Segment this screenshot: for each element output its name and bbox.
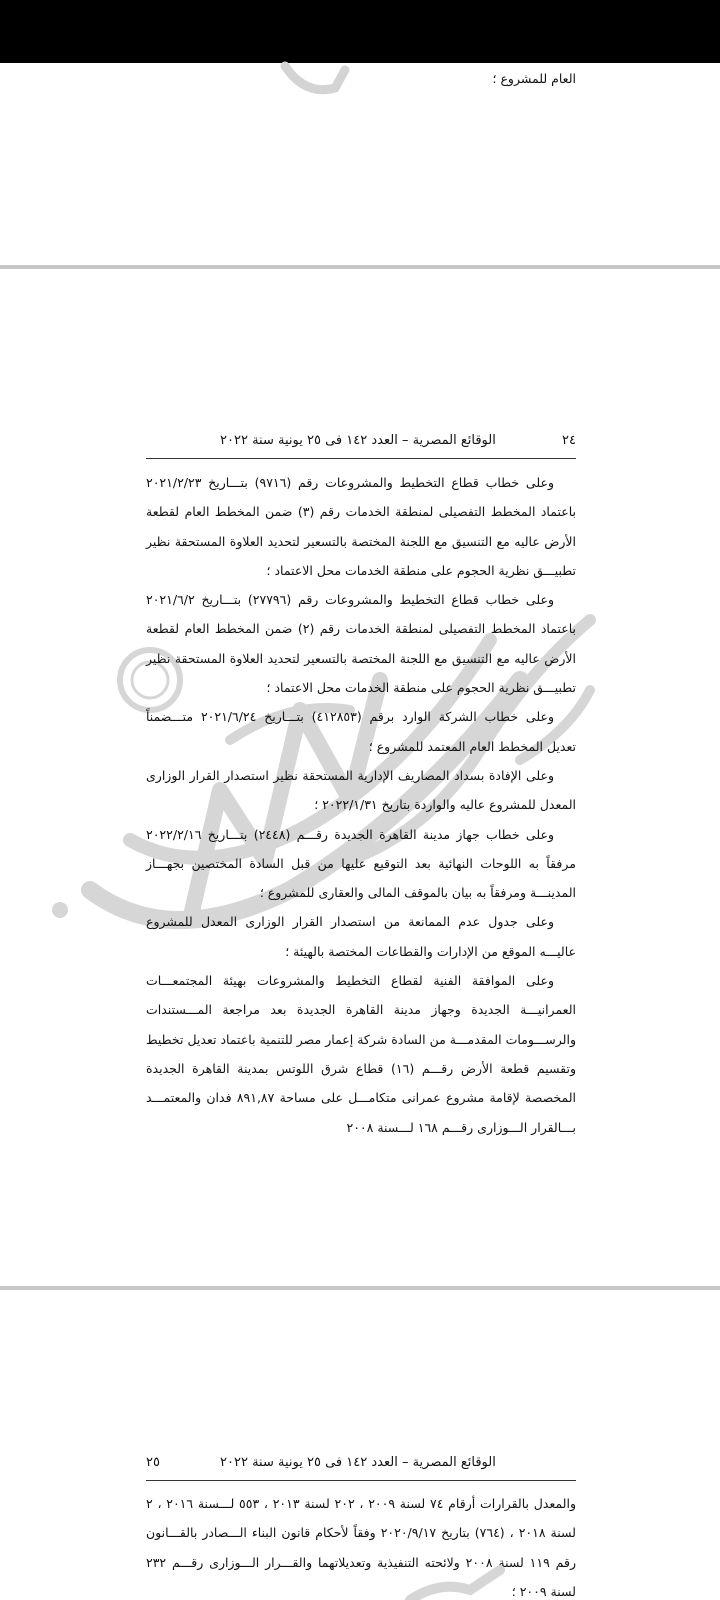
page-header (146, 430, 576, 459)
top-black-bar (0, 0, 720, 63)
page-25-body (146, 1489, 576, 1600)
page-24-body (146, 468, 576, 1142)
paragraph: والمعدل بالقرارات أرقام ٧٤ لسنة ٢٠٠٩ ، ٢٠٢ لسنة ٢٠١٣ ، ٥٥٣ لـــسنة ٢٠١٦ ، ٢ لسنة ٢٠١٨ ، (٧٦٤) بتاريخ ٢٠٢٠/٩/١٧ وفقاً لأحكام قانون البناء الـــصادر بالقـــانون رقم ١١٩ لسنة ٢٠٠٨ ولائحته التنفيذية وتعديلاتهما والقـــرار الـــوزارى رقـــم ٢٣٢ لسنة ٢٠٠٩ ؛ (146, 1496, 576, 1599)
paragraph: وعلى خطاب جهاز مدينة القاهرة الجديدة رقـــم (٢٤٤٨) بتـــاريخ ٢٠٢٢/٢/١٦ مرفقاً به اللوحات النهائية بعد التوقيع عليها من قبل السادة المختصين بجهـــاز المدينـــة ومرفقاً به بيان بالموقف المالى والعقارى للمشروع ؛ (146, 826, 576, 901)
page-header (146, 1452, 576, 1481)
paragraph: وعلى جدول عدم الممانعة من استصدار القرار الوزارى المعدل للمشروع عاليـــه الموقع من الإدارات والقطاعات المختصة بالهيئة ؛ (146, 914, 576, 959)
paragraph: وعلى الإفادة بسداد المصاريف الإدارية المستحقة نظير استصدار القرار الوزارى المعدل للمشروع عاليه والواردة بتاريخ ٢٠٢٢/١/٣١ ؛ (146, 767, 576, 813)
page-separator (0, 1286, 720, 1290)
paragraph: وعلى خطاب قطاع التخطيط والمشروعات رقم (٩٧١٦) بتـــاريخ ٢٠٢١/٢/٢٣ باعتماد المخطط التفصيلى لمنطقة الخدمات رقم (٣) ضمن المخطط العام لقطعة الأرض عاليه مع التنسيق مع اللجنة المختصة بالتسعير لتحديد العلاوة المستحقة نظير تطبيـــق نظرية الحجوم على منطقة الخدمات محل الاعتماد ؛ (146, 475, 576, 578)
paragraph: وعلى خطاب قطاع التخطيط والمشروعات رقم (٢٧٧٩٦) بتـــاريخ ٢٠٢١/٦/٢ باعتماد المخطط التفصيلى لمنطقة الخدمات رقم (٢) ضمن المخطط العام لقطعة الأرض عاليه مع التنسيق مع اللجنة المختصة بالتسعير لتحديد العلاوة المستحقة نظير تطبيـــق نظرية الحجوم على منطقة الخدمات محل الاعتماد ؛ (146, 592, 576, 696)
paragraph: وعلى الموافقة الفنية لقطاع التخطيط والمشروعات بهيئة المجتمعـــات العمرانيـــة الجديدة وجهاز مدينة القاهرة الجديدة بعد مراجعة المـــستندات والرســـومات المقدمـــة من السادة شركة إعمار مصر للتنمية باعتماد تعديل تخطيط وتقسيم قطعة الأرض رقـــم (١٦) قطاع شرق اللوتس بمدينة القاهرة الجديدة المخصصة لإقامة مشروع عمرانى متكامـــل على مساحة ٨٩١,٨٧ فدان والمعتمـــد بـــالقرار الـــوزارى رقـــم ١٦٨ لـــسنة ٢٠٠٨ (146, 973, 576, 1135)
page-header-title: الوقائع المصرية – العدد ١٤٢ فى ٢٥ يونية سنة ٢٠٢٢ (220, 433, 496, 448)
page-number: ٢٥ (146, 1455, 160, 1470)
page-separator (0, 265, 720, 269)
page-fragment-text: العام للمشروع ؛ (492, 71, 576, 86)
page-header-title: الوقائع المصرية – العدد ١٤٢ فى ٢٥ يونية سنة ٢٠٢٢ (220, 1455, 496, 1470)
paragraph: وعلى خطاب الشركة الوارد برقم (٤١٢٨٥٣) بتـــاريخ ٢٠٢١/٦/٢٤ متـــضمناً تعديل المخطط العام المعتمد للمشروع ؛ (146, 709, 576, 754)
page-number: ٢٤ (562, 433, 576, 448)
